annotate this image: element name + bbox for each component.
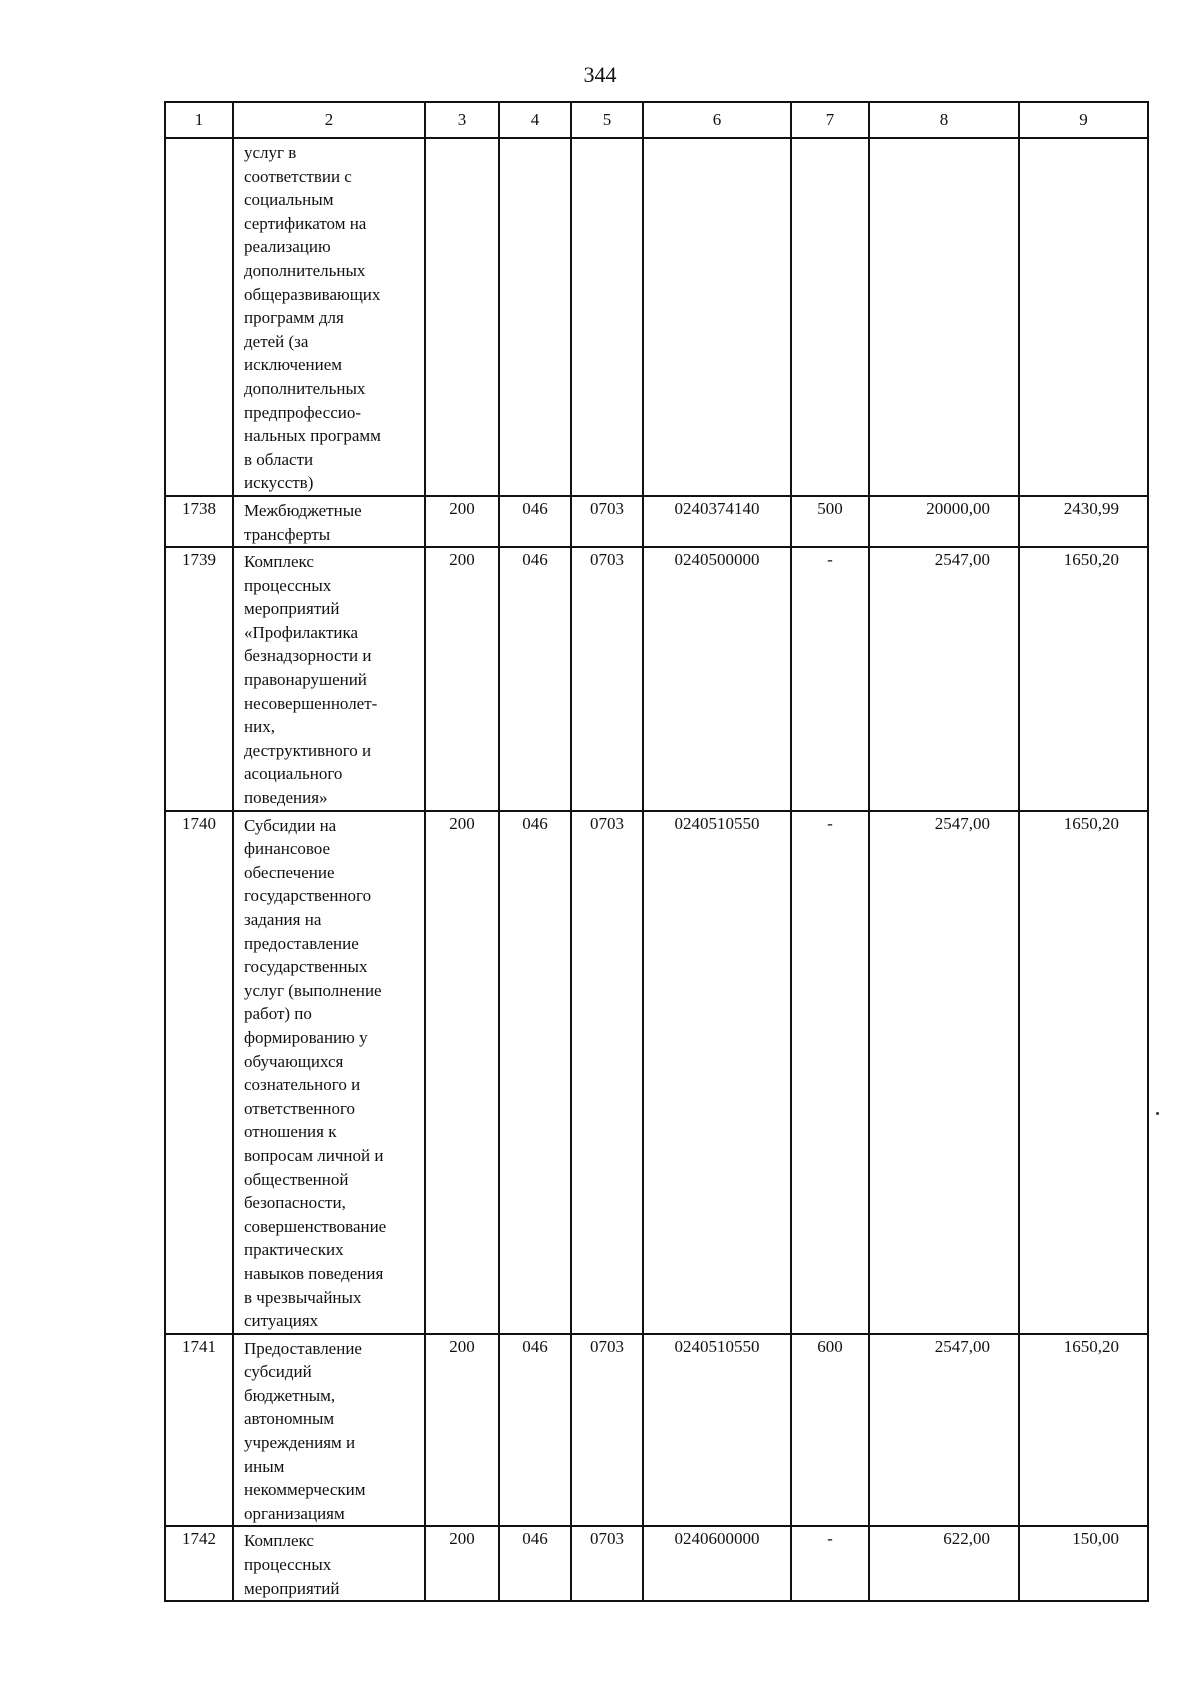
row-col9: 1650,20 [1019, 811, 1148, 1334]
row-col5: 0703 [571, 1526, 643, 1601]
row-col5 [571, 138, 643, 496]
row-col7: 600 [791, 1334, 869, 1527]
row-col7: - [791, 547, 869, 811]
page-number: 344 [583, 62, 617, 87]
row-number: 1738 [165, 496, 233, 547]
row-name-text: Предоставление субсидий бюджетным, автономным учреждениям и иным некоммерческим организациям [244, 1338, 366, 1523]
row-number: 1739 [165, 547, 233, 811]
row-number: 1742 [165, 1526, 233, 1601]
row-col5: 0703 [571, 496, 643, 547]
row-col8: 2547,00 [869, 1334, 1019, 1527]
header-cell-1: 1 [165, 102, 233, 138]
row-number [165, 138, 233, 496]
row-col8: 20000,00 [869, 496, 1019, 547]
row-col8: 2547,00 [869, 811, 1019, 1334]
row-col5: 0703 [571, 811, 643, 1334]
row-col8 [869, 138, 1019, 496]
header-cell-2: 2 [233, 102, 425, 138]
table-row [165, 138, 1148, 496]
row-name-text: Комплекс процессных мероприятий «Профилактика безнадзорности и правонарушений несовершеннолет- них, деструктивного и асоциального поведения» [244, 552, 378, 808]
table-row [165, 496, 1148, 547]
row-name [233, 1334, 425, 1527]
header-cell-3: 3 [425, 102, 499, 138]
budget-table [164, 101, 1149, 1602]
scan-speck [1156, 1112, 1159, 1115]
row-col8: 622,00 [869, 1526, 1019, 1601]
row-col3: 200 [425, 1334, 499, 1527]
header-cell-8: 8 [869, 102, 1019, 138]
row-name [233, 496, 425, 547]
row-col9 [1019, 138, 1148, 496]
row-col4: 046 [499, 547, 571, 811]
row-name-text: Межбюджетные трансферты [244, 500, 362, 544]
row-col7 [791, 138, 869, 496]
row-col4: 046 [499, 811, 571, 1334]
row-col7: - [791, 811, 869, 1334]
row-col6: 0240510550 [643, 811, 791, 1334]
row-col4: 046 [499, 1526, 571, 1601]
row-col3: 200 [425, 547, 499, 811]
row-col6: 0240510550 [643, 1334, 791, 1527]
header-cell-4: 4 [499, 102, 571, 138]
row-col3 [425, 138, 499, 496]
row-col3: 200 [425, 811, 499, 1334]
row-col4 [499, 138, 571, 496]
header-cell-7: 7 [791, 102, 869, 138]
row-col5: 0703 [571, 1334, 643, 1527]
table-row [165, 811, 1148, 1334]
row-col4: 046 [499, 1334, 571, 1527]
row-name [233, 547, 425, 811]
row-col8: 2547,00 [869, 547, 1019, 811]
row-col9: 1650,20 [1019, 1334, 1148, 1527]
row-name-text: услуг в соответствии с социальным сертификатом на реализацию дополнительных общеразвивающих программ для детей (за исключением дополнительных предпрофессио- нальных программ в области искусств) [244, 143, 381, 493]
row-col7: - [791, 1526, 869, 1601]
row-col6: 0240600000 [643, 1526, 791, 1601]
row-col9: 2430,99 [1019, 496, 1148, 547]
row-name [233, 811, 425, 1334]
row-col6 [643, 138, 791, 496]
row-name [233, 138, 425, 496]
header-cell-9: 9 [1019, 102, 1148, 138]
row-col3: 200 [425, 1526, 499, 1601]
row-col7: 500 [791, 496, 869, 547]
row-col3: 200 [425, 496, 499, 547]
table-row [165, 547, 1148, 811]
row-name-text: Комплекс процессных мероприятий [244, 1531, 340, 1598]
row-col5: 0703 [571, 547, 643, 811]
row-number: 1741 [165, 1334, 233, 1527]
table-row [165, 1526, 1148, 1601]
row-number: 1740 [165, 811, 233, 1334]
row-col4: 046 [499, 496, 571, 547]
header-cell-6: 6 [643, 102, 791, 138]
table-row [165, 1334, 1148, 1527]
header-row [165, 102, 1148, 138]
row-col9: 1650,20 [1019, 547, 1148, 811]
row-col9: 150,00 [1019, 1526, 1148, 1601]
header-cell-5: 5 [571, 102, 643, 138]
row-name [233, 1526, 425, 1601]
row-col6: 0240500000 [643, 547, 791, 811]
row-col6: 0240374140 [643, 496, 791, 547]
row-name-text: Субсидии на финансовое обеспечение государственного задания на предоставление государственных услуг (выполнение работ) по формированию у обучающихся сознательного и ответственного отношения к вопросам личной и общественной безопасности, совершенствование практических навыков поведения в чрезвычайных ситуациях [244, 815, 387, 1331]
